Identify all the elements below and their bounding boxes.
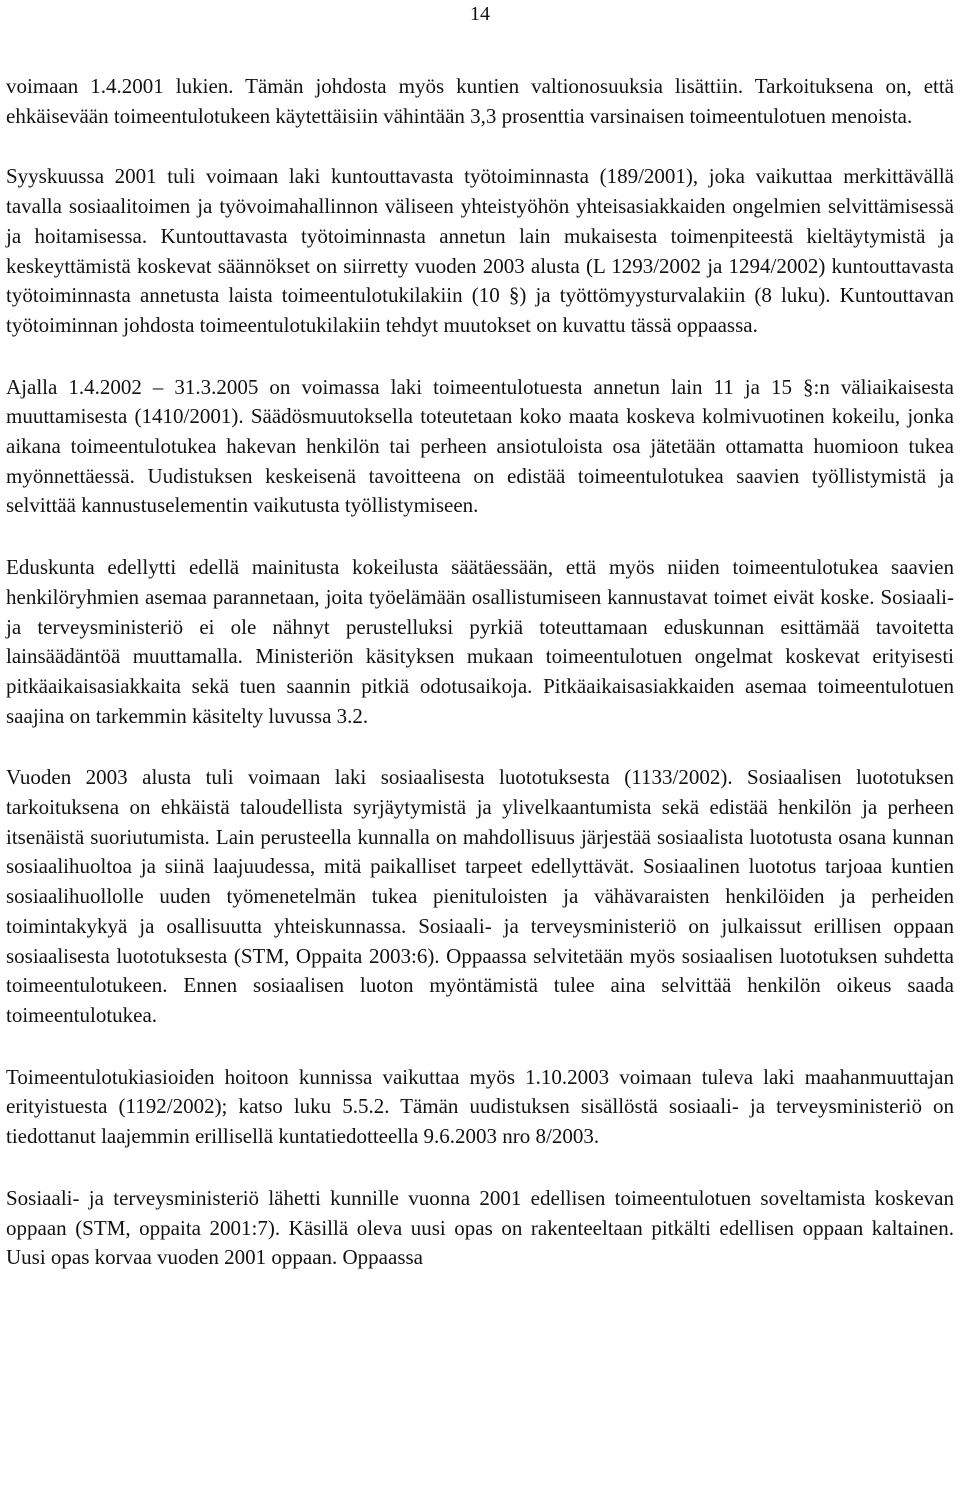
paragraph-maahanmuuttajan-erityistuki: Toimeentulotukiasioiden hoitoon kunnissa vaikuttaa myös 1.10.2003 voimaan tuleva laki maahanmuuttajan erityistuesta (1192/2002); katso luku 5.5.2. Tämän uudistuksen sisällöstä sosiaali- ja terveysministeriö on tiedottanut laajemmin erillisellä kuntatiedotteella 9.6.2003 nro 8/2003. [6, 1064, 954, 1149]
paragraph-eduskunta-edellytti: Eduskunta edellytti edellä mainitusta kokeilusta säätäessään, että myös niiden toimeentulotukea saavien henkilöryhmien asemaa parannetaan, joita työelämään osallistumiseen kannustavat toimet eivät koske. Sosiaali- ja terveysministeriö ei ole nähnyt perustelluksi pyrkiä toteuttamaan eduskunnan esittämää tavoitetta lainsäädäntöä muuttamalla. Ministeriön käsityksen mukaan toimeentulotuen ongelmat koskevat erityisesti pitkäaikaisasiakkaita sekä tuen saannin pitkiä odotusaikoja. Pitkäaikaisasiakkaiden asemaa toimeentulotuen saajina on tarkemmin käsitelty luvussa 3.2. [6, 555, 954, 728]
paragraph-toimeentulotuki-valtionosuus: voimaan 1.4.2001 lukien. Tämän johdosta myös kuntien valtionosuuksia lisättiin. Tarkoituksena on, että ehkäisevään toimeentulotukeen käytettäisiin vähintään 3,3 prosenttia varsinaisen toimeentulotuen menoista. [6, 74, 954, 128]
paragraph-kokeilu-ansiotulot: Ajalla 1.4.2002 – 31.3.2005 on voimassa laki toimeentulotuesta annetun lain 11 ja 15 §:n väliaikaisesta muuttamisesta (1410/2001). Säädösmuutoksella toteutetaan koko maata koskeva kolmivuotinen kokeilu, jonka aikana toimeentulotukea hakevan henkilön tai perheen ansiotuloista osa jätetään ottamatta huomioon tukea myönnettäessä. Uudistuksen keskeisenä tavoitteena on edistää toimeentulotukea saavien työllistymistä ja selvittää kannustuselementin vaikutusta työllistymiseen. [6, 374, 954, 518]
paragraph-edellinen-opas: Sosiaali- ja terveysministeriö lähetti kunnille vuonna 2001 edellisen toimeentulotuen soveltamista koskevan oppaan (STM, oppaita 2001:7). Käsillä oleva uusi opas on rakenteeltaan pitkälti edellisen oppaan kaltainen. Uusi opas korvaa vuoden 2001 oppaan. Oppaassa [6, 1185, 954, 1270]
paragraph-kuntouttava-tyotoiminta: Syyskuussa 2001 tuli voimaan laki kuntouttavasta työtoiminnasta (189/2001), joka vaikuttaa merkittävällä tavalla sosiaalitoimen ja työvoimahallinnon väliseen yhteistyöhön yhteisasiakkaiden ongelmien selvittämisessä ja hoitamisessa. Kuntouttavasta työtoiminnasta annetun lain mukaisesta toimenpiteestä kieltäytymistä ja keskeyttämistä koskevat säännökset on siirretty vuoden 2003 alusta (L 1293/2002 ja 1294/2002) kuntouttavasta työtoiminnasta annetusta laista toimeentulotukilakiin (10 §) ja työttömyysturvalakiin (8 luku). Kuntouttavan työtoiminnan johdosta toimeentulotukilakiin tehdyt muutokset on kuvattu tässä oppaassa. [6, 164, 954, 337]
page-number: 14 [470, 3, 490, 25]
paragraph-sosiaalinen-luototus: Vuoden 2003 alusta tuli voimaan laki sosiaalisesta luototuksesta (1133/2002). Sosiaalisen luototuksen tarkoituksena on ehkäistä taloudellista syrjäytymistä ja ylivelkaantumista sekä edistää henkilön ja perheen itsenäistä suoriutumista. Lain perusteella kunnalla on mahdollisuus järjestää sosiaalista luototusta osana kunnan sosiaalihuoltoa ja siinä laajuudessa, mitä paikalliset tarpeet edellyttävät. Sosiaalinen luototus tarjoaa kuntien sosiaalihuollolle uuden työmenetelmän tukea pienituloisten ja vähävaraisten henkilöiden ja perheiden toimintakykyä ja osallisuutta yhteiskunnassa. Sosiaali- ja terveysministeriö on julkaissut erillisen oppaan sosiaalisesta luototuksesta (STM, Oppaita 2003:6). Oppaassa selvitetään myös sosiaalisen luototuksen suhdetta toimeentulotukeen. Ennen sosiaalisen luoton myöntämistä tulee aina selvittää henkilön oikeus saada toimeentulotukea. [6, 765, 954, 1027]
document-body [6, 72, 954, 1305]
